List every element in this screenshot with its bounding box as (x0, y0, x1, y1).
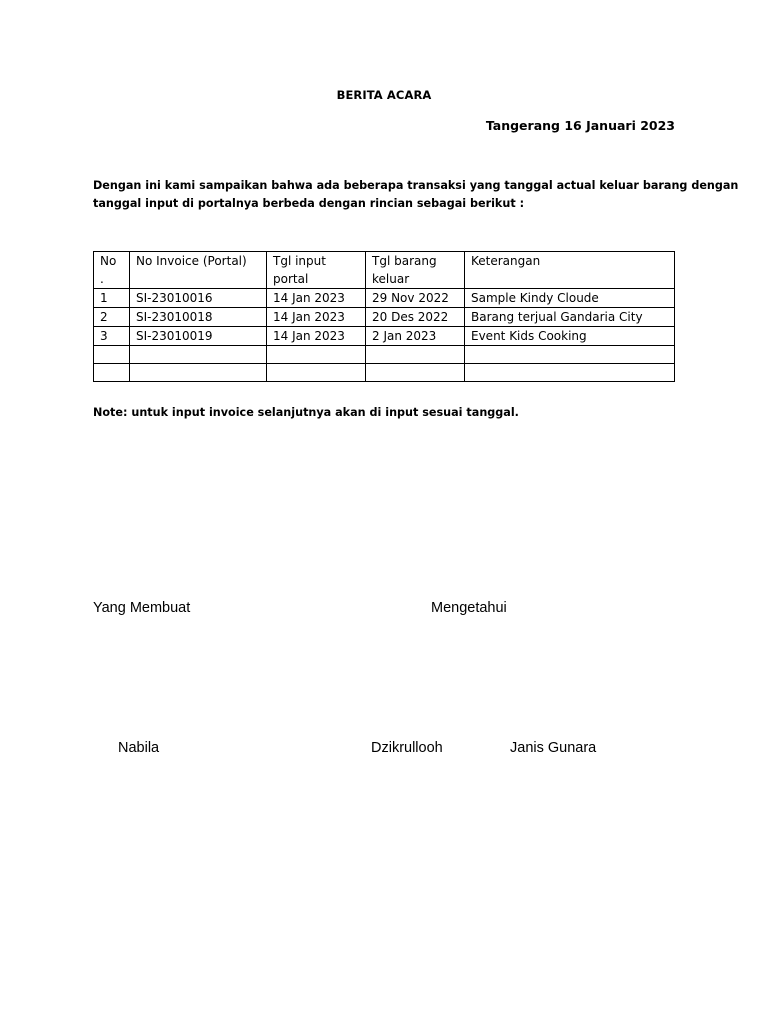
cell-invoice (130, 364, 267, 382)
table-header-row (94, 252, 675, 289)
cell-out-date (366, 346, 465, 364)
transaction-table (93, 251, 675, 382)
cell-notes (465, 346, 675, 364)
cell-out-date: 29 Nov 2022 (366, 289, 465, 308)
header-out-date: Tgl barang keluar (366, 252, 465, 289)
acknowledger-1-name: Dzikrullooh (371, 740, 443, 756)
cell-input-date: 14 Jan 2023 (267, 308, 366, 327)
cell-invoice: SI-23010016 (130, 289, 267, 308)
cell-notes: Event Kids Cooking (465, 327, 675, 346)
cell-invoice: SI-23010018 (130, 308, 267, 327)
cell-input-date (267, 346, 366, 364)
header-no: No . (94, 252, 130, 289)
table-row-empty (94, 346, 675, 364)
cell-no: 1 (94, 289, 130, 308)
header-input-date: Tgl input portal (267, 252, 366, 289)
cell-notes: Barang terjual Gandaria City (465, 308, 675, 327)
cell-no (94, 346, 130, 364)
cell-notes: Sample Kindy Cloude (465, 289, 675, 308)
cell-invoice: SI-23010019 (130, 327, 267, 346)
cell-input-date: 14 Jan 2023 (267, 327, 366, 346)
cell-out-date (366, 364, 465, 382)
cell-input-date (267, 364, 366, 382)
intro-line-2: tanggal input di portalnya berbeda dengan rincian sebagai berikut : (93, 197, 525, 210)
acknowledger-2-name: Janis Gunara (510, 740, 597, 756)
cell-input-date: 14 Jan 2023 (267, 289, 366, 308)
acknowledged-label: Mengetahui (431, 600, 507, 616)
note-text: Note: untuk input invoice selanjutnya akan di input sesuai tanggal. (93, 406, 519, 419)
intro-line-1: Dengan ini kami sampaikan bahwa ada beberapa transaksi yang tanggal actual keluar barang dengan (93, 179, 739, 192)
header-notes: Keterangan (465, 252, 675, 289)
table-row-empty (94, 364, 675, 382)
made-by-label: Yang Membuat (93, 600, 191, 616)
cell-out-date: 20 Des 2022 (366, 308, 465, 327)
cell-no: 2 (94, 308, 130, 327)
cell-no (94, 364, 130, 382)
place-date: Tangerang 16 Januari 2023 (485, 118, 675, 133)
maker-name: Nabila (118, 740, 160, 756)
cell-out-date: 2 Jan 2023 (366, 327, 465, 346)
table-row (94, 289, 675, 308)
table-row (94, 308, 675, 327)
cell-no: 3 (94, 327, 130, 346)
cell-invoice (130, 346, 267, 364)
document-title: BERITA ACARA (336, 88, 432, 102)
header-invoice: No Invoice (Portal) (130, 252, 267, 289)
intro-paragraph (93, 177, 739, 213)
table-row (94, 327, 675, 346)
cell-notes (465, 364, 675, 382)
